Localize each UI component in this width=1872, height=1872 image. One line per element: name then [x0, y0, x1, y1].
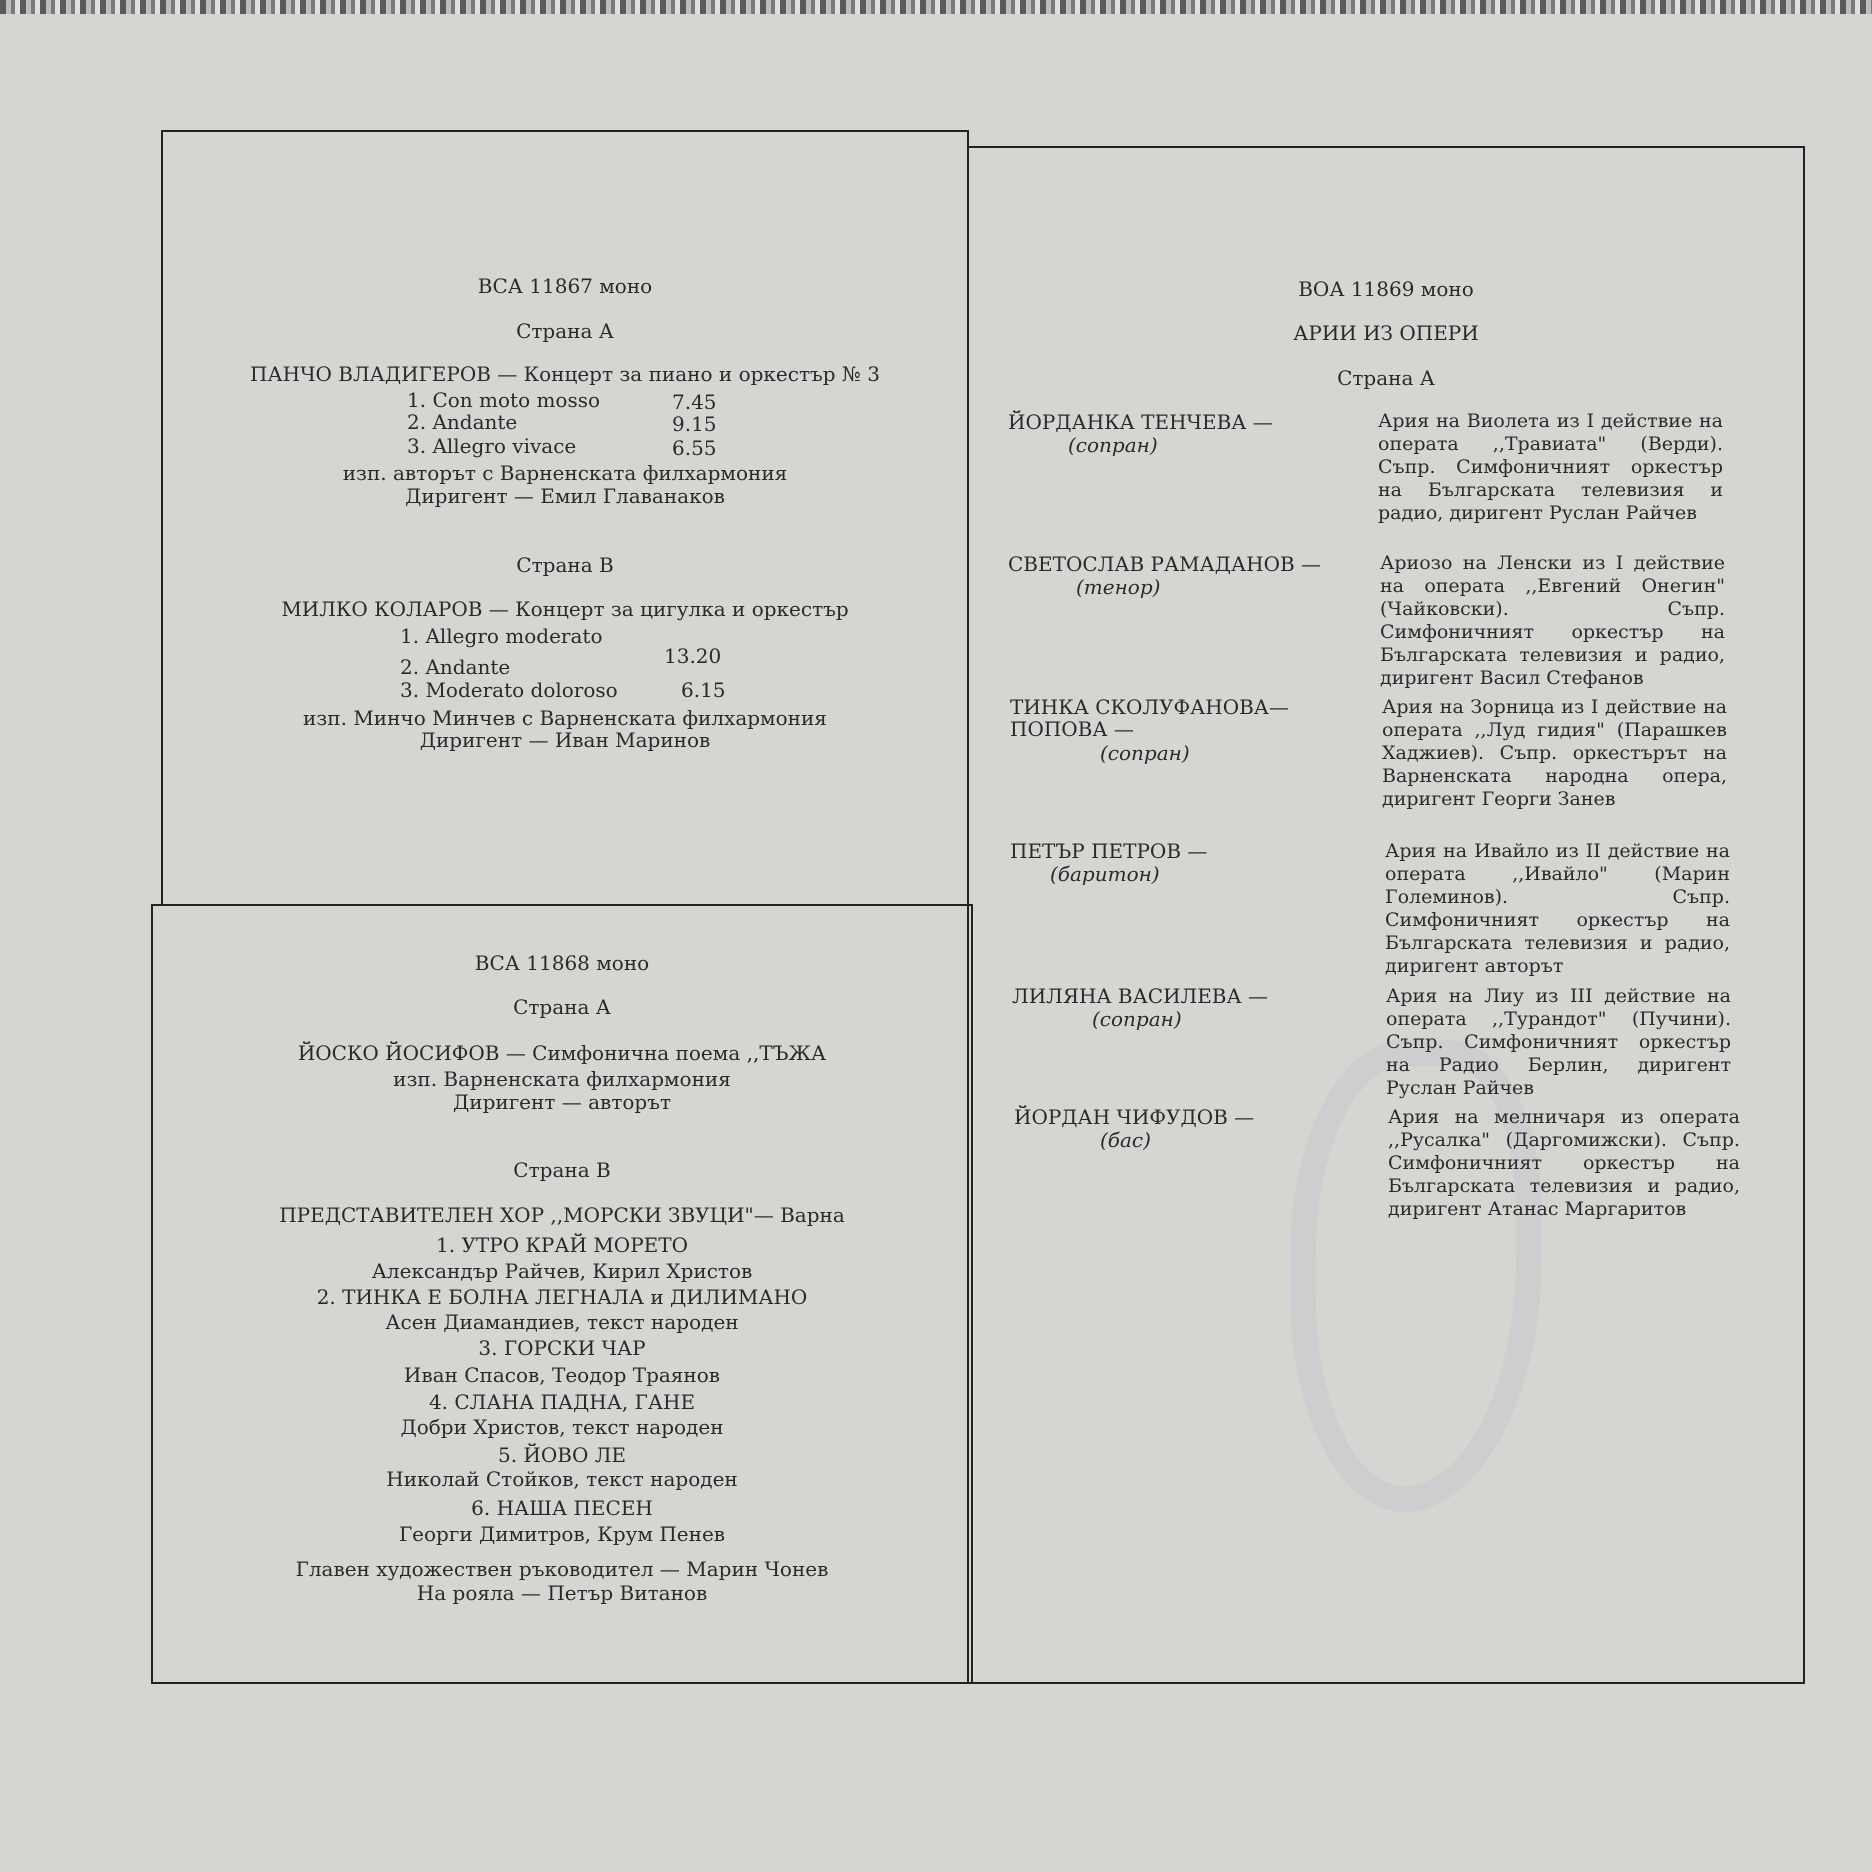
conductor-line: Диригент — Иван Маринов [419, 728, 711, 752]
song-title: 1. УТРО КРАЙ МОРЕТО [436, 1233, 688, 1257]
movement-label: 1. Allegro moderato [400, 624, 603, 648]
voice-type: (сопран) [1100, 741, 1190, 765]
aria-description: Ариозо на Ленски из I действие на операта ,,Евгений Онегин" (Чайковски). Съпр. Симфоничният оркестър на Българската телевизия и радио, диригент Васил Стефанов [1380, 552, 1725, 689]
voice-type: (бас) [1100, 1128, 1151, 1152]
side-a-heading: Страна А [513, 995, 611, 1019]
movement-label: 3. Moderato doloroso [400, 678, 618, 702]
singer-name-continued: ПОПОВА — [1010, 717, 1134, 741]
singer-name: ЛИЛЯНА ВАСИЛЕВА — [1012, 984, 1268, 1008]
aria-description: Ария на Лиу из III действие на операта ,,Турандот" (Пучини). Съпр. Симфоничният оркестър на Радио Берлин, диригент Руслан Райчев [1386, 985, 1731, 1099]
voice-type: (баритон) [1050, 862, 1160, 886]
voice-type: (тенор) [1076, 575, 1161, 599]
side-a-heading: Страна А [1337, 366, 1435, 390]
movement-label: 3. Allegro vivace [407, 434, 577, 458]
singer-name: ЙОРДАН ЧИФУДОВ — [1014, 1105, 1255, 1129]
song-credit: Александър Райчев, Кирил Христов [371, 1259, 753, 1283]
conductor-line: Диригент — Емил Главанаков [405, 484, 725, 508]
voice-type: (сопран) [1068, 433, 1158, 457]
movement-label: 2. Andante [400, 655, 511, 679]
movement-label: 2. Andante [407, 410, 518, 434]
song-title: 3. ГОРСКИ ЧАР [478, 1336, 646, 1360]
singer-name: ПЕТЪР ПЕТРОВ — [1010, 839, 1208, 863]
song-title: 2. ТИНКА Е БОЛНА ЛЕГНАЛА и ДИЛИМАНО [316, 1285, 808, 1309]
song-credit: Николай Стойков, текст народен [386, 1467, 738, 1491]
side-b-heading: Страна В [513, 1158, 611, 1182]
panel-bca-11867 [161, 130, 969, 906]
song-credit: Иван Спасов, Теодор Траянов [403, 1363, 721, 1387]
album-title: АРИИ ИЗ ОПЕРИ [1293, 321, 1479, 345]
side-b-heading: Страна В [516, 553, 614, 577]
paper-edge [0, 0, 1872, 14]
catalog-number: ВОА 11869 моно [1298, 277, 1474, 301]
movement-time: 6.55 [672, 436, 717, 460]
movement-time: 13.20 [664, 644, 722, 668]
catalog-number: ВСА 11867 моно [477, 274, 653, 298]
performer-line: изп. авторът с Варненската филхармония [342, 461, 788, 485]
singer-name: СВЕТОСЛАВ РАМАДАНОВ — [1008, 552, 1322, 576]
catalog-number: ВСА 11868 моно [474, 951, 650, 975]
work-title: ПАНЧО ВЛАДИГЕРОВ — Концерт за пиано и оркестър № 3 [250, 362, 880, 386]
aria-description: Ария на Зорница из I действие на операта ,,Луд гидия" (Парашкев Хаджиев). Съпр. оркестърът на Варненската народна опера, диригент Георги Занев [1382, 696, 1727, 810]
song-title: 4. СЛАНА ПАДНА, ГАНЕ [428, 1390, 696, 1414]
movement-time: 9.15 [672, 412, 717, 436]
song-credit: Добри Христов, текст народен [400, 1415, 724, 1439]
movement-time: 7.45 [672, 390, 717, 414]
song-credit: Асен Диамандиев, текст народен [385, 1310, 739, 1334]
performer-line: изп. Варненската филхармония [393, 1067, 731, 1091]
singer-name: ТИНКА СКОЛУФАНОВА— [1010, 695, 1289, 719]
aria-description: Ария на Виолета из I действие на операта ,,Травиата" (Верди). Съпр. Симфоничният оркестър на Българската телевизия и радио, диригент Руслан Райчев [1378, 410, 1723, 524]
performer-line: изп. Минчо Минчев с Варненската филхармония [303, 706, 827, 730]
aria-description: Ария на Ивайло из II действие на операта ,,Ивайло" (Марин Големинов). Съпр. Симфоничният оркестър на Българската телевизия и радио, диригент авторът [1385, 840, 1730, 977]
movement-label: 1. Con moto mosso [407, 388, 601, 412]
singer-name: ЙОРДАНКА ТЕНЧЕВА — [1008, 410, 1273, 434]
song-title: 5. ЙОВО ЛЕ [497, 1443, 627, 1467]
song-credit: Георги Димитров, Крум Пенев [398, 1522, 726, 1546]
side-a-heading: Страна А [516, 319, 614, 343]
choir-name: ПРЕДСТАВИТЕЛЕН ХОР ,,МОРСКИ ЗВУЦИ"— Варна [279, 1203, 845, 1227]
song-title: 6. НАША ПЕСЕН [471, 1496, 653, 1520]
voice-type: (сопран) [1092, 1007, 1182, 1031]
conductor-line: Диригент — авторът [452, 1090, 672, 1114]
movement-time: 6.15 [681, 678, 726, 702]
work-title: МИЛКО КОЛАРОВ — Концерт за цигулка и оркестър [281, 597, 849, 621]
piano-line: На рояла — Петър Витанов [416, 1581, 708, 1605]
director-line: Главен художествен ръководител — Марин Чонев [295, 1557, 829, 1581]
aria-description: Ария на мелничаря из операта ,,Русалка" (Даргомижски). Съпр. Симфоничният оркестър на Българската телевизия и радио, диригент Атанас Маргаритов [1388, 1106, 1740, 1220]
work-title: ЙОСКО ЙОСИФОВ — Симфонична поема ,,ТЪЖА [297, 1041, 827, 1065]
